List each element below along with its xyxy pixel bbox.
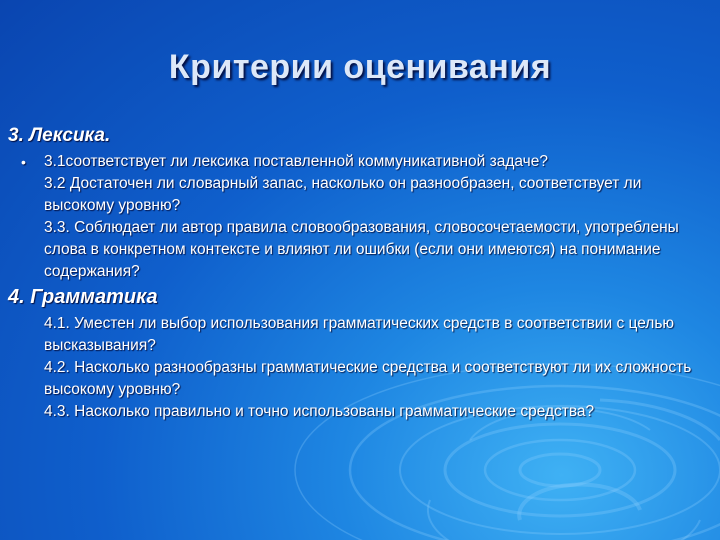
- grammar-heading: 4. Грамматика: [8, 286, 158, 308]
- criterion-4-2: 4.2. Насколько разнообразны грамматические средства и соответствуют ли их сложность высокому уровню?: [44, 359, 692, 398]
- slide-title: Критерии оценивания: [168, 48, 552, 86]
- lexis-criteria-list: [21, 151, 714, 283]
- criterion-3-2: 3.2 Достаточен ли словарный запас, насколько он разнообразен, соответствует ли высокому уровню?: [44, 175, 642, 214]
- lexis-heading: 3. Лексика.: [8, 125, 111, 146]
- criterion-4-1: 4.1. Уместен ли выбор использования грамматических средств в соответствии с целью высказывания?: [44, 315, 675, 354]
- slide-content: [8, 124, 714, 423]
- bullet-icon: •: [21, 154, 26, 170]
- criterion-4-3: 4.3. Насколько правильно и точно использованы грамматические средства?: [44, 403, 595, 420]
- criterion-3-3: 3.3. Соблюдает ли автор правила словообразования, словосочетаемости, употреблены слова в конкретном контексте и влияют ли ошибки (если они имеются) на понимание содержания?: [44, 219, 679, 280]
- grammar-criteria-list: [44, 313, 714, 423]
- criterion-3-1: 3.1соответствует ли лексика поставленной коммуникативной задаче?: [44, 153, 548, 170]
